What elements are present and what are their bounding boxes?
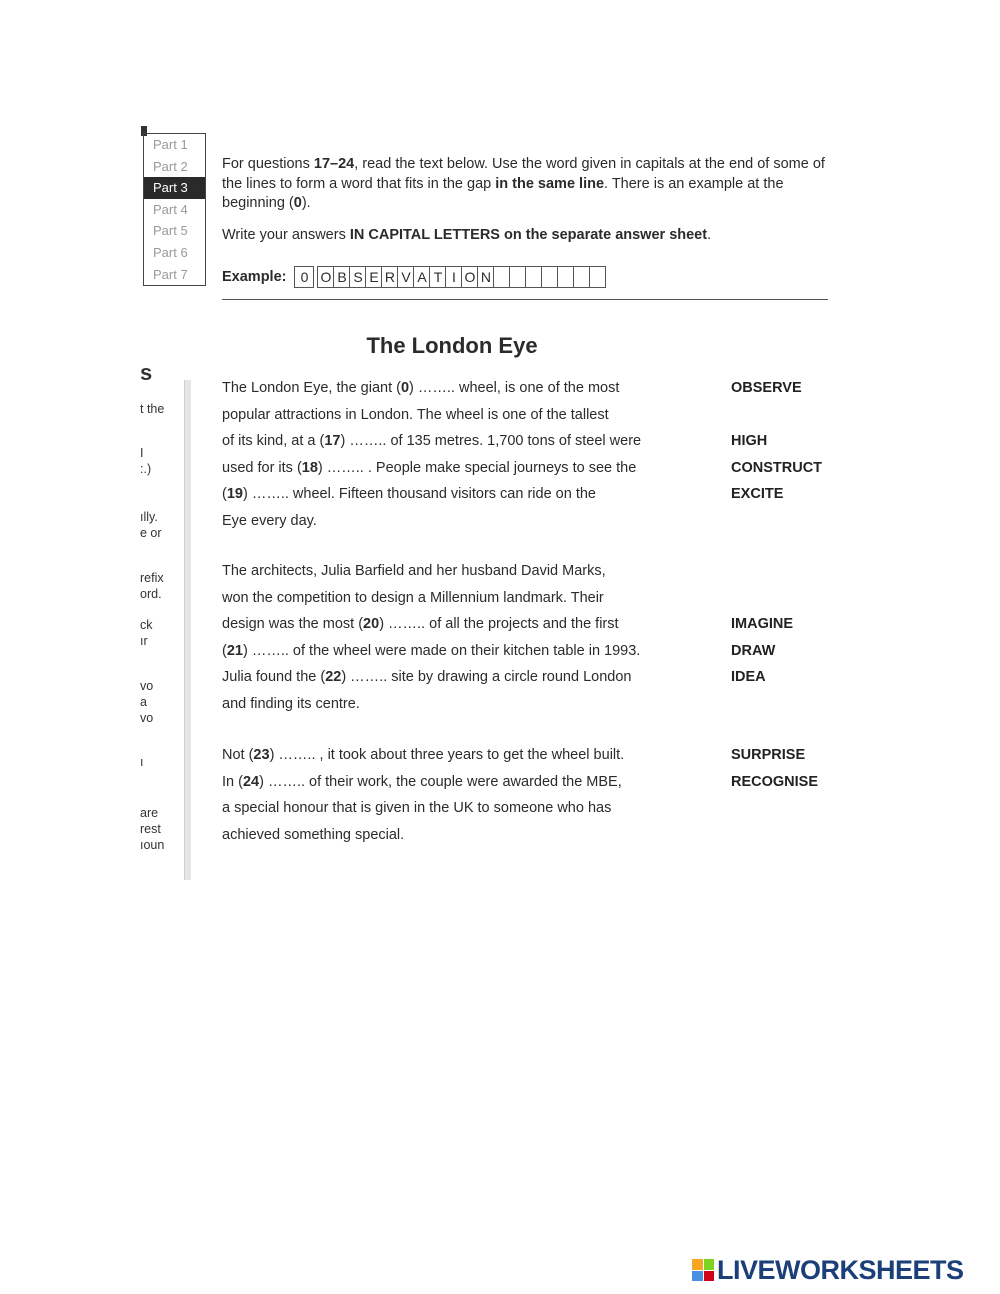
example-letter-box: E [365,266,382,288]
margin-fragment: :.) [140,462,152,476]
text-line [222,643,640,659]
margin-fragment: ord. [140,587,162,601]
question-number: 17 [324,433,341,449]
text-segment: design was the most ( [222,616,364,632]
example-letter-box: O [317,266,334,288]
instructions-paragraph-1: For questions 17–24, read the text below. Use the word given in capitals at the end of some of the lines to form a word that fits in the gap in the same line. There is an example at the beginning (0). [222,156,825,211]
text-line [222,747,624,763]
question-number: 23 [253,747,270,763]
liveworksheets-logo-icon [692,1259,714,1281]
instructions-paragraph-2: Write your answers IN CAPITAL LETTERS on the separate answer sheet. [222,226,712,243]
example-letter-box: V [397,266,414,288]
text-segment: ( [222,642,227,659]
margin-fragment: ılly. [140,510,158,524]
part-tab-4: Part 4 [153,201,188,217]
text-line [222,616,619,632]
question-number: 20 [363,616,380,632]
example-letter-box: S [349,266,366,288]
margin-fragment: s [140,365,153,385]
capital-keyword: OBSERVE [731,380,802,396]
text-line [222,513,317,529]
text-segment: ) …….. . People make special journeys to see the [317,459,637,476]
text-segment: used for its ( [222,459,302,476]
text-segment: won the competition to design a Millennium landmark. Their [222,589,604,606]
example-letter-box [525,266,542,288]
capital-keyword: DRAW [731,642,776,659]
text-segment: and finding its centre. [222,695,360,712]
text-segment: ) …….. of their work, the couple were awarded the MBE, [259,773,622,790]
capital-keyword: IDEA [731,669,766,685]
text-line [222,407,609,423]
text-line [222,800,611,816]
margin-fragment: vo [140,711,154,725]
logo-icon-square [704,1271,715,1282]
logo-icon-square [692,1259,703,1270]
example-letter-box: A [413,266,430,288]
margin-fragment: t the [140,402,165,416]
text-line [222,380,619,396]
text-segment: achieved something special. [222,826,405,843]
example-letter-box: N [477,266,494,288]
text-segment: of its kind, at a ( [222,433,325,449]
margin-fragment: ck [140,618,153,632]
capital-keyword: HIGH [731,433,768,449]
capital-keyword: SURPRISE [731,747,806,763]
text-segment: ) …….. of the wheel were made on their kitchen table in 1993. [242,642,641,659]
question-number: 21 [226,642,243,659]
example-letter-box [557,266,574,288]
text-segment: The architects, Julia Barfield and her husband David Marks, [222,563,606,579]
example-letter-box: R [381,266,398,288]
question-number: 24 [242,773,260,790]
example-letter-box [541,266,558,288]
text-line [222,486,596,502]
part-tab-7: Part 7 [153,266,188,282]
text-segment: The London Eye, the giant ( [222,380,401,396]
text-line [222,774,622,790]
capital-keyword: EXCITE [731,486,784,502]
example-letter-box: B [333,266,350,288]
text-segment: ( [222,486,227,502]
logo-icon-square [692,1271,703,1282]
text-line [222,696,360,712]
text-segment: Julia found the ( [222,669,326,685]
text-line [222,827,404,843]
text-segment: In ( [222,773,243,790]
instructions [222,155,832,257]
text-segment: Eye every day. [222,512,317,529]
margin-fragment: ıoun [140,838,165,852]
text-line [222,460,636,476]
text-segment: ) …….. of 135 metres. 1,700 tons of steel were [340,433,642,449]
part-tab-3: Part 3 [144,177,205,199]
example-letter-box: I [445,266,462,288]
margin-fragment: I [140,446,144,460]
capital-keyword: RECOGNISE [731,773,819,790]
margin-fragment: are [140,806,159,820]
question-number: 0 [400,380,410,396]
text-line [222,433,641,449]
part-tab-1: Part 1 [153,137,188,152]
part-tab-5: Part 5 [153,223,188,239]
logo-icon-square [704,1259,715,1270]
margin-fragment: vo [140,679,154,693]
text-segment: ) …….. of all the projects and the first [379,616,619,632]
margin-fragment: e or [140,526,162,540]
text-segment: Not ( [222,747,254,763]
liveworksheets-logo [692,1253,964,1287]
example-letter-box [509,266,526,288]
divider [222,299,828,300]
text-segment: a special honour that is given in the UK to someone who has [222,800,612,816]
example-letter-box: O [461,266,478,288]
question-number: 18 [301,459,318,476]
part-tab-2: Part 2 [153,158,188,174]
capital-keyword: IMAGINE [731,616,794,632]
example-letter-box [493,266,510,288]
text-segment: ) …….. site by drawing a circle round London [341,669,632,685]
capital-keyword: CONSTRUCT [731,459,823,476]
part-tab-6: Part 6 [153,244,188,260]
page-title: The London Eye [366,333,538,358]
margin-fragment: ır [140,634,148,648]
text-segment: popular attractions in London. The wheel is one of the tallest [222,406,609,423]
text-segment: ) …….. , it took about three years to get the wheel built. [269,747,625,763]
text-line [222,669,631,685]
example-answer [222,265,606,289]
margin-fragment: refix [140,571,164,585]
example-letter-box [573,266,590,288]
cropped-margin-column [140,365,190,880]
example-number-box: 0 [294,266,314,288]
margin-fragment: a [140,695,147,709]
example-label: Example: [222,269,287,285]
question-number: 19 [226,486,243,502]
text-line [222,590,604,606]
question-number: 22 [325,669,342,685]
margin-fragment: ı [140,755,144,769]
text-segment: ) …….. wheel, is one of the most [409,380,620,396]
logo-text: LIVEWORKSHEETS [717,1254,964,1285]
text-segment: ) …….. wheel. Fifteen thousand visitors can ride on the [242,486,596,502]
example-letter-box: T [429,266,446,288]
example-letter-box [589,266,606,288]
part-navigation [143,133,206,286]
margin-fragment: rest [140,822,161,836]
text-line [222,563,606,579]
